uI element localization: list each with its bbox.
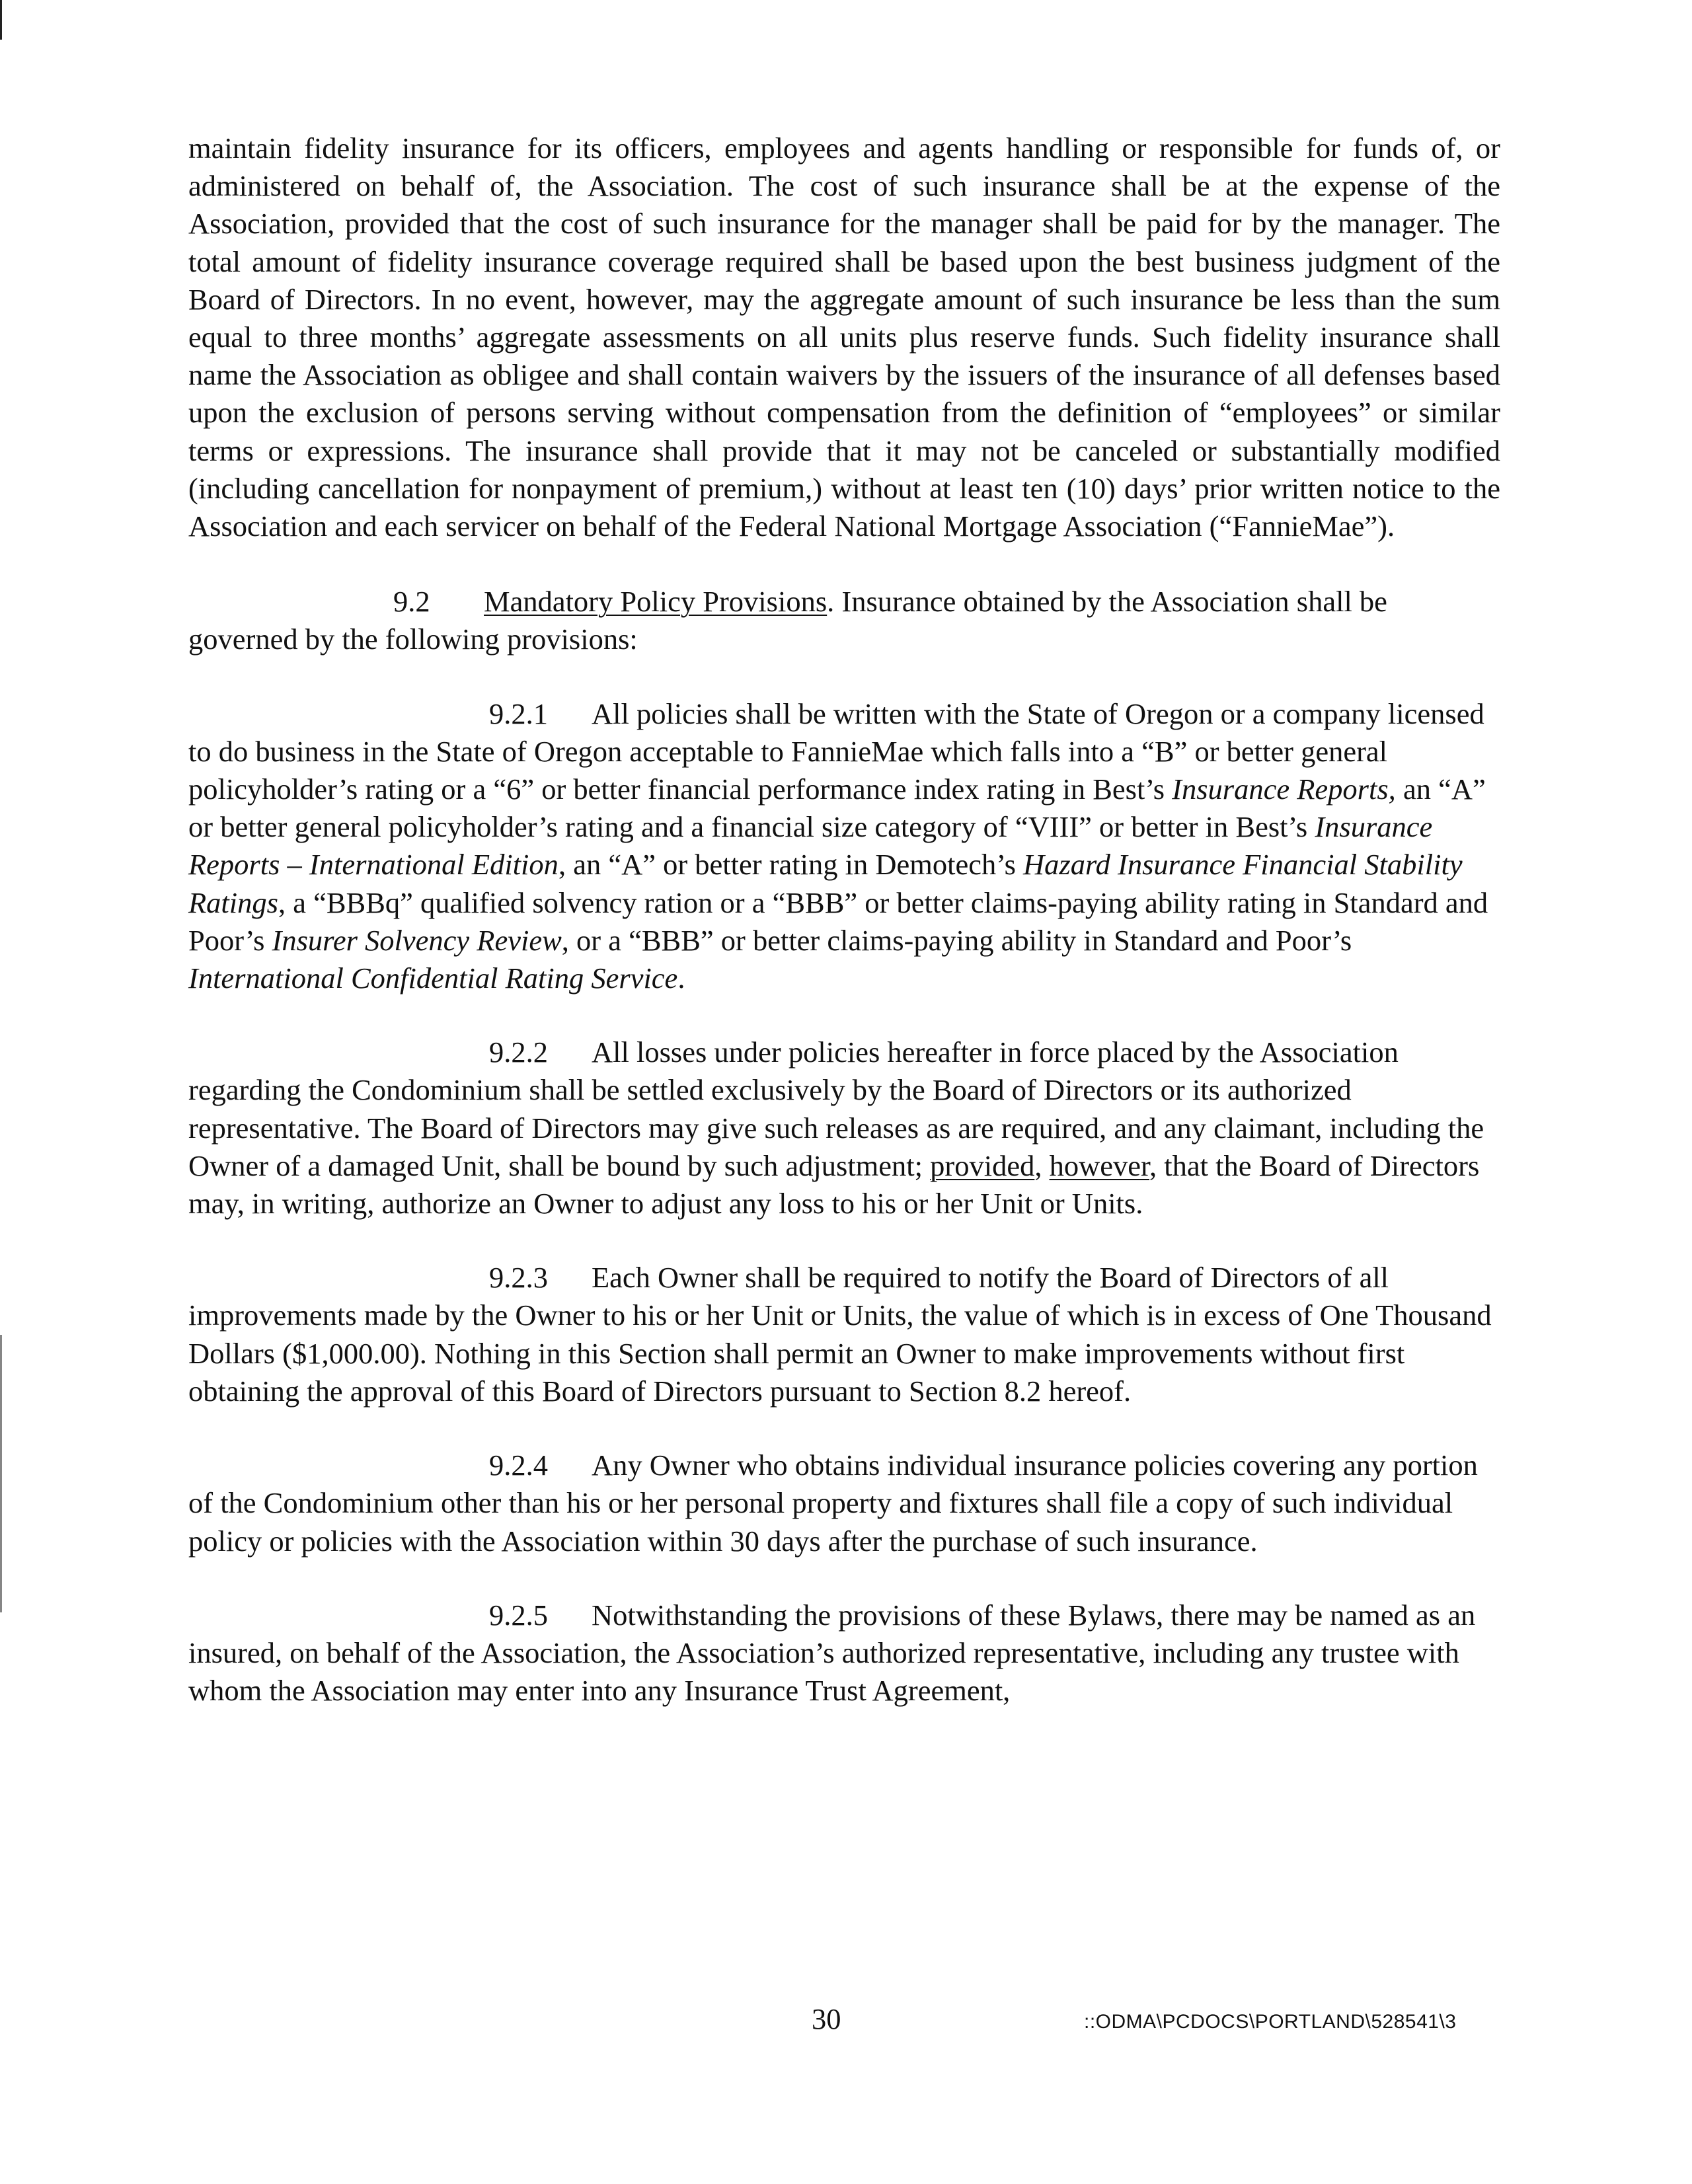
- section-9-2-2: [188, 1034, 1500, 1223]
- section-9-2-3: [188, 1259, 1500, 1410]
- publication-title: Insurance Reports,: [1172, 772, 1396, 806]
- section-number: 9.2.4: [489, 1449, 548, 1482]
- underlined-term: provided: [930, 1148, 1035, 1182]
- section-text: All policies shall be written with the State of Oregon or a company licensed to do business in the State of Oregon acceptable to FannieMae which falls into a “B” or better general policyholder’s rating or a “6” or better financial performance index rating in Best’s: [188, 697, 1484, 806]
- section-text: , that the Board of Directors may, in writing, authorize an Owner to adjust any loss to his or her Unit or Units.: [188, 1148, 1480, 1221]
- scan-edge-mark-bottom: [0, 1335, 2, 1612]
- section-text: an “A” or better general policyholder’s rating and a financial size category of “VIII” or better in Best’s: [188, 772, 1486, 844]
- section-text: Any Owner who obtains individual insurance policies covering any portion of the Condominium other than his or her personal property and fixtures shall file a copy of such individual policy or policies with the Association within 30 days after the purchase of such insurance.: [188, 1449, 1478, 1558]
- section-number: 9.2.1: [489, 697, 548, 730]
- section-9-2-4: [188, 1447, 1500, 1560]
- scan-edge-mark-top: [0, 0, 2, 40]
- publication-title: Hazard Insurance Financial Stability Ratings: [188, 848, 1463, 919]
- section-9-2-1: [188, 695, 1500, 998]
- section-9-2: [188, 583, 1500, 658]
- document-body: [188, 130, 1500, 1710]
- publication-title: International Confidential Rating Service: [188, 961, 678, 995]
- section-text: .: [677, 961, 685, 995]
- section-text: . Insurance obtained by the Association shall be governed by the following provisions:: [188, 585, 1387, 656]
- underlined-term: however: [1049, 1148, 1150, 1182]
- section-number: 9.2.3: [489, 1261, 548, 1295]
- section-heading: Mandatory Policy Provisions: [484, 585, 827, 619]
- opening-paragraph: maintain fidelity insurance for its officers, employees and agents handling or responsible for funds of, or administered on behalf of, the Association. The cost of such insurance shall be at the expense of the Association, provided that the cost of such insurance for the manager shall be paid for by the manager. The total amount of fidelity insurance coverage required shall be based upon the best business judgment of the Board of Directors. In no event, however, may the aggregate amount of such insurance be less than the sum equal to three months’ aggregate assessments on all units plus reserve funds. Such fidelity insurance shall name the Association as obligee and shall contain waivers by the issuers of the insurance of all defenses based upon the exclusion of persons serving without compensation from the definition of “employees” or similar terms or expressions. The insurance shall provide that it may not be canceled or substantially modified (including cancellation for nonpayment of premium,) without at least ten (10) days’ prior written notice to the Association and each servicer on behalf of the Federal National Mortgage Association (“FannieMae”).: [188, 132, 1500, 543]
- section-text: , or a “BBB” or better claims-paying ability in Standard and Poor’s: [561, 923, 1352, 957]
- section-9-2-5: [188, 1597, 1500, 1710]
- document-id: ::ODMA\PCDOCS\PORTLAND\528541\3: [1084, 2011, 1457, 2033]
- section-number: 9.2: [393, 585, 430, 619]
- section-text: , a “BBBq” qualified solvency ration or a “BBB” or better claims-paying ability rating in Standard and Poor’s: [188, 885, 1488, 957]
- section-text: ,: [1034, 1148, 1050, 1182]
- section-number: 9.2.5: [489, 1598, 548, 1632]
- page-number: 30: [812, 2002, 841, 2035]
- section-text: Notwithstanding the provisions of these Bylaws, there may be named as an insured, on behalf of the Association, the Association’s authorized representative, including any trustee with whom the Association may enter into any Insurance Trust Agreement,: [188, 1598, 1476, 1708]
- section-number: 9.2.2: [489, 1036, 548, 1069]
- section-text: Each Owner shall be required to notify the Board of Directors of all improvements made by the Owner to his or her Unit or Units, the value of which is in excess of One Thousand Dollars ($1,000.00). Nothing in this Section shall permit an Owner to make improvements without first obtaining the approval of this Board of Directors pursuant to Section 8.2 hereof.: [188, 1261, 1492, 1408]
- section-text: , an “A” or better rating in Demotech’s: [558, 848, 1024, 882]
- publication-title: Insurer Solvency Review: [272, 923, 562, 957]
- section-text: All losses under policies hereafter in force placed by the Association regarding the Condominium shall be settled exclusively by the Board of Directors or its authorized representative. The Board of Directors may give such releases as are required, and any claimant, including the Owner of a damaged Unit, shall be bound by such adjustment;: [188, 1036, 1484, 1182]
- publication-title: Insurance Reports – International Edition: [188, 810, 1433, 882]
